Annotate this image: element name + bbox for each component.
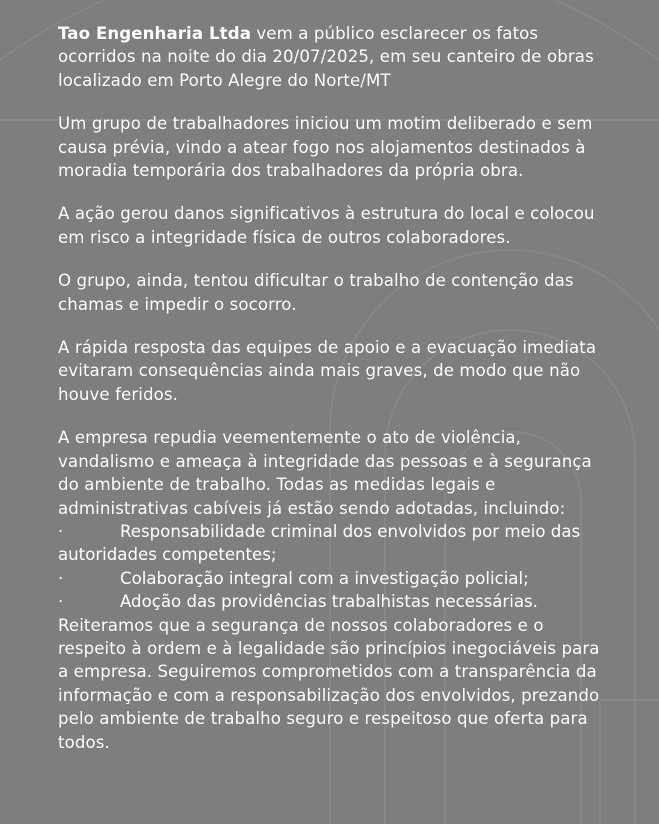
paragraph-closing: Reiteramos que a segurança de nossos colaboradores e o respeito à ordem e à legalidade são princípios inegociáveis para a empresa. Seguiremos comprometidos com a transparência da informação e com a responsabilização dos envolvidos, prezando pelo ambiente de trabalho seguro e respeitoso que oferta para todos. [58, 615, 600, 752]
list-item-label: Responsabilidade criminal dos envolvidos por meio das autoridades competentes; [58, 521, 581, 565]
paragraph-response: A rápida resposta das equipes de apoio e a evacuação imediata evitaram consequências ainda mais graves, de modo que não houve feridos. [58, 338, 597, 404]
list-item-label: Colaboração integral com a investigação policial; [120, 568, 529, 588]
paragraph-intro: Tao Engenharia Ltda vem a público esclarecer os fatos ocorridos na noite do dia 20/07/2025, em seu canteiro de obras localizado em Porto Alegre do Norte/MT [58, 24, 594, 90]
paragraph-measures-intro: A empresa repudia veementemente o ato de violência, vandalismo e ameaça à integridade das pessoas e à segurança do ambiente de trabalho. Todas as medidas legais e administrativas cabíveis já estão sendo adotadas, incluindo: [58, 428, 592, 518]
company-name: Tao Engenharia Ltda [58, 24, 251, 43]
paragraph-damage: A ação gerou danos significativos à estrutura do local e colocou em risco a integridade física de outros colaboradores. [58, 204, 595, 247]
bullet-marker-icon: · [58, 521, 64, 541]
bullet-marker-icon: · [58, 592, 64, 612]
paragraph-riot: Um grupo de trabalhadores iniciou um motim deliberado e sem causa prévia, vindo a atear fogo nos alojamentos destinados à moradia temporária dos trabalhadores da própria obra. [58, 114, 593, 181]
bullet-marker-icon: · [58, 568, 64, 588]
list-item-label: Adoção das providências trabalhistas necessárias. [120, 592, 538, 612]
paragraph-obstruction: O grupo, ainda, tentou dificultar o trabalho de contenção das chamas e impedir o socorro. [58, 271, 574, 314]
list-item [58, 590, 603, 613]
list-item [58, 567, 603, 590]
list-item [58, 520, 603, 567]
